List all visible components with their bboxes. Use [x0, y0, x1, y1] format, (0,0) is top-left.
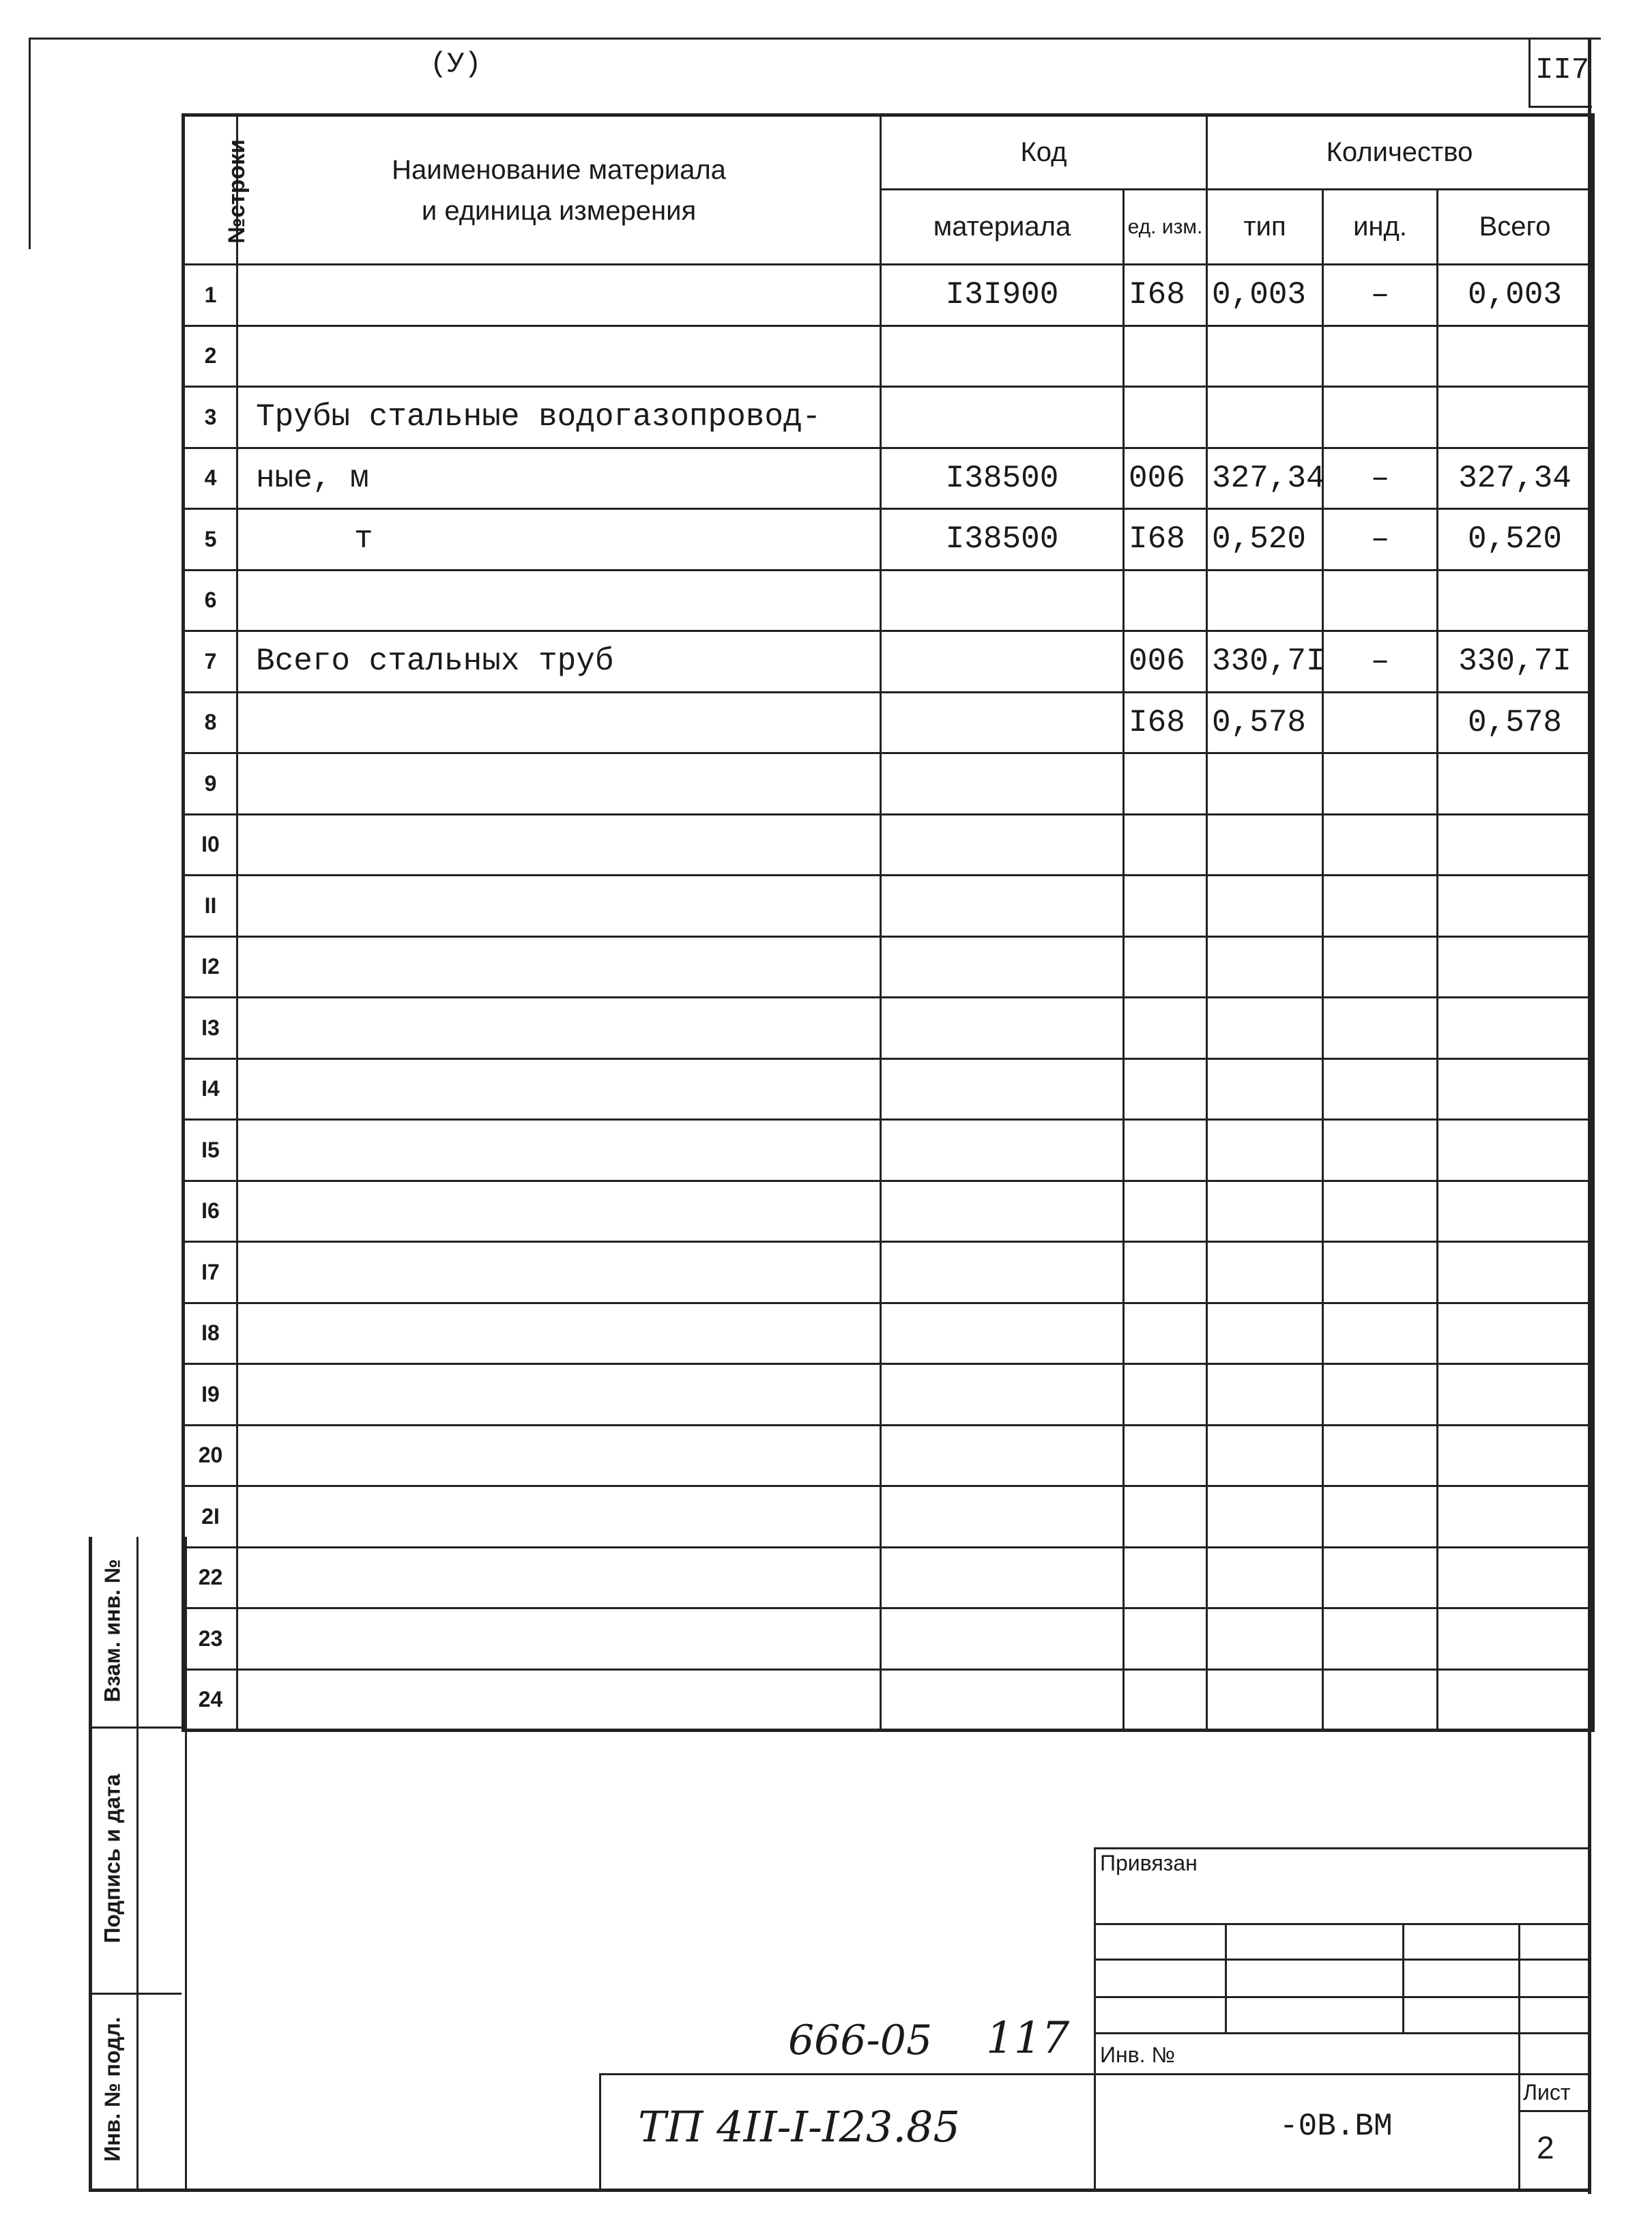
row-unit [1124, 1425, 1207, 1486]
row-name: т [237, 509, 881, 571]
row-number: 6 [184, 570, 237, 631]
row-number: I2 [184, 936, 237, 998]
row-total [1438, 1120, 1593, 1181]
row-name [237, 1303, 881, 1364]
table-row [184, 1547, 1593, 1608]
row-type [1207, 1425, 1323, 1486]
row-number: I4 [184, 1058, 237, 1120]
row-unit [1124, 1181, 1207, 1242]
row-ind: – [1323, 631, 1438, 693]
row-ind: – [1323, 509, 1438, 571]
row-total [1438, 1181, 1593, 1242]
row-number: 1 [184, 265, 237, 326]
row-name [237, 936, 881, 998]
row-code [881, 1547, 1124, 1608]
row-total: 330,7I [1438, 631, 1593, 693]
row-unit [1124, 570, 1207, 631]
row-code [881, 814, 1124, 876]
handwritten-sheet: 117 [986, 2013, 1070, 2064]
row-unit: 006 [1124, 631, 1207, 693]
row-total [1438, 1425, 1593, 1486]
row-type [1207, 1608, 1323, 1670]
row-unit [1124, 1303, 1207, 1364]
row-type: 327,34 [1207, 448, 1323, 509]
table-row [184, 1181, 1593, 1242]
sheet-label-line [1518, 2110, 1588, 2112]
row-type [1207, 1120, 1323, 1181]
row-type: 0,578 [1207, 692, 1323, 753]
row-name [237, 1669, 881, 1731]
row-code [881, 998, 1124, 1059]
row-code [881, 753, 1124, 815]
table-row [184, 1486, 1593, 1548]
row-number: I6 [184, 1181, 237, 1242]
header-name [237, 115, 881, 265]
row-code [881, 570, 1124, 631]
title-block-col-1 [1225, 1923, 1227, 2032]
row-code [881, 1242, 1124, 1303]
row-type [1207, 1242, 1323, 1303]
row-ind [1323, 1547, 1438, 1608]
title-block-line-1 [1094, 1923, 1588, 1925]
row-name [237, 876, 881, 937]
row-type [1207, 814, 1323, 876]
row-unit: I68 [1124, 509, 1207, 571]
row-number: I8 [184, 1303, 237, 1364]
row-number: II [184, 876, 237, 937]
row-code [881, 692, 1124, 753]
row-ind: – [1323, 265, 1438, 326]
table-row [184, 1303, 1593, 1364]
row-number: I0 [184, 814, 237, 876]
row-type: 330,7I [1207, 631, 1323, 693]
row-type [1207, 387, 1323, 448]
header-qty-ind: инд. [1323, 190, 1438, 265]
table-row [184, 1364, 1593, 1426]
row-code [881, 1120, 1124, 1181]
row-total [1438, 998, 1593, 1059]
row-type: 0,520 [1207, 509, 1323, 571]
title-block-col-2 [1402, 1923, 1404, 2032]
row-code [881, 326, 1124, 387]
side-stamp-inner-line [136, 1537, 139, 2189]
row-name [237, 753, 881, 815]
table-row [184, 570, 1593, 631]
privyazan-label: Привязан [1100, 1851, 1198, 1875]
row-total: 327,34 [1438, 448, 1593, 509]
row-ind [1323, 1181, 1438, 1242]
top-mark: (У) [430, 48, 482, 81]
row-total [1438, 326, 1593, 387]
table-row [184, 509, 1593, 571]
row-total [1438, 753, 1593, 815]
header-code: Код [881, 115, 1207, 190]
row-unit [1124, 753, 1207, 815]
row-ind [1323, 1608, 1438, 1670]
row-total: 0,520 [1438, 509, 1593, 571]
row-name [237, 265, 881, 326]
row-name [237, 1242, 881, 1303]
row-name [237, 1181, 881, 1242]
row-unit: I68 [1124, 265, 1207, 326]
row-total [1438, 1669, 1593, 1731]
row-ind [1323, 1364, 1438, 1426]
row-total [1438, 1608, 1593, 1670]
row-ind [1323, 1425, 1438, 1486]
title-block-line-2 [1094, 1959, 1588, 1961]
header-code-unit: ед. изм. [1124, 190, 1207, 265]
row-code [881, 1425, 1124, 1486]
row-number: 8 [184, 692, 237, 753]
row-ind: – [1323, 448, 1438, 509]
table-row [184, 692, 1593, 753]
row-unit [1124, 1058, 1207, 1120]
row-code [881, 1608, 1124, 1670]
row-name [237, 1486, 881, 1548]
row-ind [1323, 814, 1438, 876]
row-name [237, 1425, 881, 1486]
table-row [184, 1058, 1593, 1120]
row-ind [1323, 1486, 1438, 1548]
row-unit [1124, 1486, 1207, 1548]
row-unit: 006 [1124, 448, 1207, 509]
row-unit [1124, 1608, 1207, 1670]
row-name [237, 998, 881, 1059]
sheet-label: Лист [1523, 2080, 1571, 2105]
row-number: 4 [184, 448, 237, 509]
title-block-line-3 [1094, 1996, 1588, 1998]
row-name: ные, м [237, 448, 881, 509]
row-code: I38500 [881, 509, 1124, 571]
row-ind [1323, 387, 1438, 448]
row-number: 22 [184, 1547, 237, 1608]
table-row [184, 876, 1593, 937]
header-qty-total: Всего [1438, 190, 1593, 265]
row-name [237, 1058, 881, 1120]
row-ind [1323, 1303, 1438, 1364]
row-ind [1323, 998, 1438, 1059]
row-total [1438, 1242, 1593, 1303]
row-name: Всего стальных труб [237, 631, 881, 693]
row-name [237, 326, 881, 387]
row-code [881, 1303, 1124, 1364]
row-ind [1323, 936, 1438, 998]
row-code: I38500 [881, 448, 1124, 509]
header-name-line1: Наименование материала [392, 154, 726, 185]
row-name: Трубы стальные водогазопровод- [237, 387, 881, 448]
row-total [1438, 814, 1593, 876]
table-row [184, 387, 1593, 448]
row-type [1207, 1669, 1323, 1731]
row-number: I3 [184, 998, 237, 1059]
row-number: 2I [184, 1486, 237, 1548]
frame-top-line [30, 38, 1601, 40]
row-total [1438, 1303, 1593, 1364]
header-qty-type: тип [1207, 190, 1323, 265]
row-ind [1323, 1120, 1438, 1181]
row-code [881, 631, 1124, 693]
row-total: 0,003 [1438, 265, 1593, 326]
table-row [184, 1425, 1593, 1486]
row-unit [1124, 998, 1207, 1059]
row-ind [1323, 753, 1438, 815]
row-ind [1323, 570, 1438, 631]
row-type: 0,003 [1207, 265, 1323, 326]
row-code [881, 936, 1124, 998]
row-total [1438, 876, 1593, 937]
row-unit [1124, 1364, 1207, 1426]
row-unit: I68 [1124, 692, 1207, 753]
row-type [1207, 1058, 1323, 1120]
table-row [184, 448, 1593, 509]
table-row [184, 1242, 1593, 1303]
row-type [1207, 1364, 1323, 1426]
row-total [1438, 1486, 1593, 1548]
row-total [1438, 1547, 1593, 1608]
row-number: 23 [184, 1608, 237, 1670]
header-quantity: Количество [1207, 115, 1593, 190]
table-row [184, 1669, 1593, 1731]
row-total [1438, 387, 1593, 448]
row-code [881, 1364, 1124, 1426]
row-code [881, 1058, 1124, 1120]
row-unit [1124, 936, 1207, 998]
row-number: 7 [184, 631, 237, 693]
row-number: 9 [184, 753, 237, 815]
row-name [237, 692, 881, 753]
row-code [881, 1669, 1124, 1731]
row-total [1438, 1364, 1593, 1426]
row-number: I7 [184, 1242, 237, 1303]
row-unit [1124, 387, 1207, 448]
row-type [1207, 1181, 1323, 1242]
table-row [184, 814, 1593, 876]
table-row [184, 1120, 1593, 1181]
row-ind [1323, 692, 1438, 753]
table-row [184, 631, 1593, 693]
row-name [237, 814, 881, 876]
row-total [1438, 936, 1593, 998]
sheet-corner-number: II7 [1535, 53, 1590, 87]
row-number: 24 [184, 1669, 237, 1731]
header-row-number: №строки [184, 115, 237, 265]
row-total [1438, 1058, 1593, 1120]
row-unit [1124, 326, 1207, 387]
row-ind [1323, 1242, 1438, 1303]
row-unit [1124, 1669, 1207, 1731]
row-name [237, 570, 881, 631]
sheet-number: 2 [1537, 2130, 1554, 2165]
row-ind [1323, 876, 1438, 937]
row-type [1207, 570, 1323, 631]
row-number: I5 [184, 1120, 237, 1181]
row-unit [1124, 876, 1207, 937]
row-type [1207, 1303, 1323, 1364]
row-number: I9 [184, 1364, 237, 1426]
row-unit [1124, 1120, 1207, 1181]
row-ind [1323, 1669, 1438, 1731]
table-row [184, 753, 1593, 815]
row-number: 20 [184, 1425, 237, 1486]
row-name [237, 1608, 881, 1670]
row-ind [1323, 326, 1438, 387]
row-name [237, 1364, 881, 1426]
row-unit [1124, 1242, 1207, 1303]
table-row [184, 1608, 1593, 1670]
row-type [1207, 876, 1323, 937]
row-ind [1323, 1058, 1438, 1120]
row-number: 5 [184, 509, 237, 571]
materials-table [182, 113, 1595, 1732]
row-code: I3I900 [881, 265, 1124, 326]
row-type [1207, 1486, 1323, 1548]
row-total [1438, 570, 1593, 631]
row-type [1207, 326, 1323, 387]
row-number: 2 [184, 326, 237, 387]
row-type [1207, 936, 1323, 998]
row-unit [1124, 814, 1207, 876]
table-row [184, 326, 1593, 387]
header-code-material: материала [881, 190, 1124, 265]
row-type [1207, 1547, 1323, 1608]
row-name [237, 1120, 881, 1181]
handwritten-code: 666-05 [788, 2017, 933, 2064]
frame-left-tick [29, 38, 31, 249]
row-unit [1124, 1547, 1207, 1608]
inv-no-label: Инв. № [1100, 2042, 1175, 2067]
table-row [184, 265, 1593, 326]
title-block-line-4 [1094, 2032, 1588, 2034]
row-type [1207, 753, 1323, 815]
row-name [237, 1547, 881, 1608]
designation-suffix: -0В.ВМ [1279, 2109, 1393, 2144]
row-code [881, 1486, 1124, 1548]
row-code [881, 387, 1124, 448]
row-code [881, 1181, 1124, 1242]
header-name-line2: и единица измерения [421, 195, 697, 226]
table-row [184, 936, 1593, 998]
table-row [184, 998, 1593, 1059]
row-type [1207, 998, 1323, 1059]
row-number: 3 [184, 387, 237, 448]
designation: ТП 4II-I-I23.85 [638, 2102, 960, 2152]
row-total: 0,578 [1438, 692, 1593, 753]
row-code [881, 876, 1124, 937]
